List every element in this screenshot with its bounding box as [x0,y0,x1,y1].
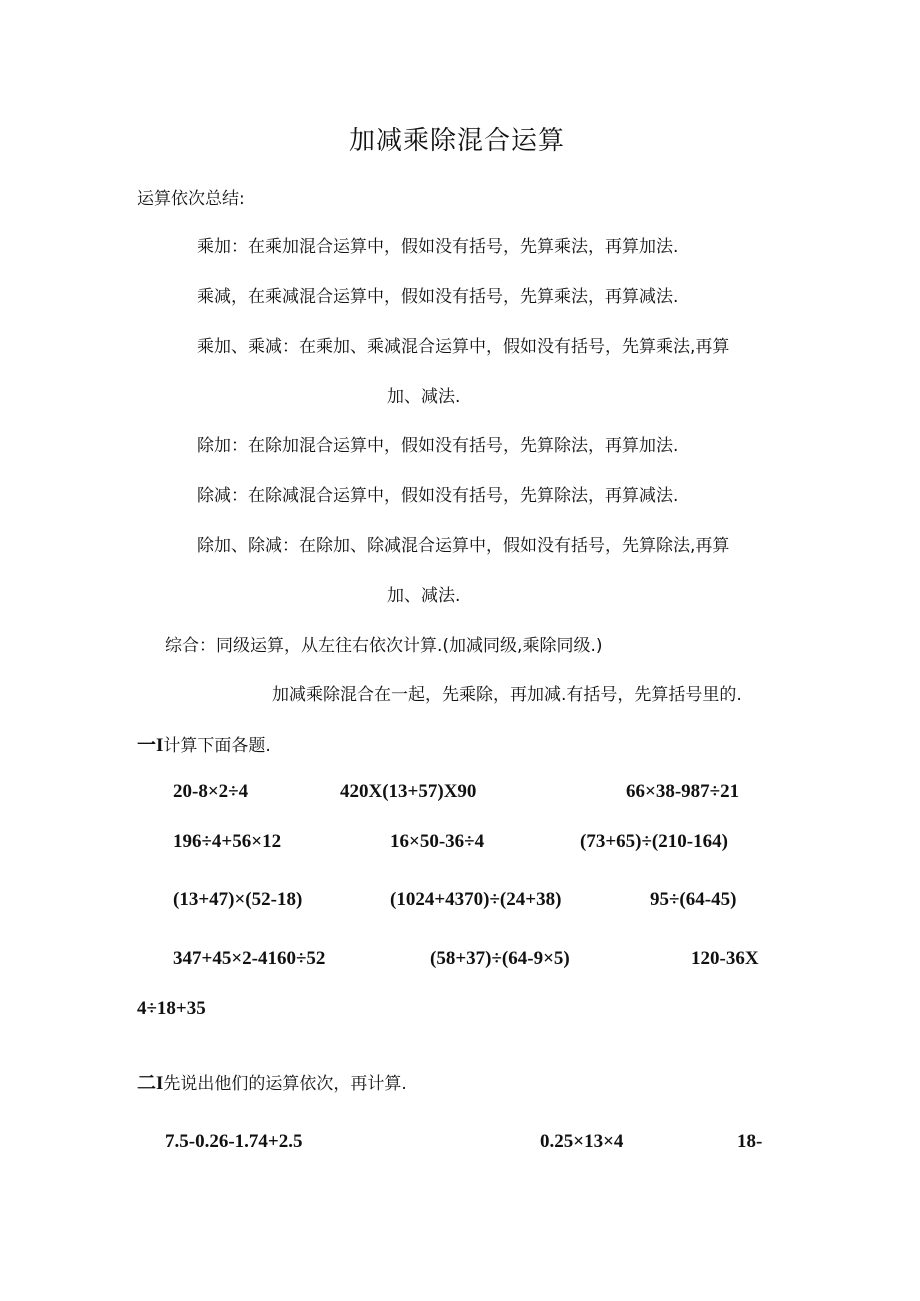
problem-8: (1024+4370)÷(24+38) [390,889,562,910]
problem-10: 347+45×2-4160÷52 [173,948,326,969]
problem-1: 20-8×2÷4 [173,781,249,802]
problem-7: (13+47)×(52-18) [173,889,303,910]
rule-multiply-subtract: 乘减，在乘减混合运算中，假如没有括号，先算乘法，再算减法. [197,287,679,307]
problem-s2-2: 0.25×13×4 [540,1131,624,1152]
synthesis-rule-2: 加减乘除混合在一起，先乘除，再加减.有括号，先算括号里的. [272,685,742,705]
problem-s2-3: 18- [737,1131,763,1152]
rule-divide-add-subtract-cont: 加、减法. [387,586,461,606]
problem-s2-1: 7.5-0.26-1.74+2.5 [165,1131,303,1152]
section1-marker: 一I [137,735,164,756]
section2-marker: 二I [137,1073,164,1094]
rule-multiply-add: 乘加：在乘加混合运算中，假如没有括号，先算乘法，再算加法. [197,237,679,257]
section1-heading [137,730,271,757]
section2-heading [137,1068,407,1095]
rule-multiply-add-subtract: 乘加、乘减：在乘加、乘减混合运算中，假如没有括号，先算乘法,再算 [197,337,730,357]
summary-heading: 运算依次总结: [137,189,245,209]
synthesis-rule: 综合：同级运算，从左往右依次计算.(加减同级,乘除同级.) [165,636,603,656]
rule-divide-add-subtract: 除加、除减：在除加、除减混合运算中，假如没有括号，先算除法,再算 [197,536,730,556]
problem-3: 66×38-987÷21 [626,781,740,802]
problem-12-cont: 4÷18+35 [137,998,206,1019]
rule-multiply-add-subtract-cont: 加、减法. [387,387,461,407]
rule-divide-add: 除加：在除加混合运算中，假如没有括号，先算除法，再算加法. [197,436,679,456]
problem-6: (73+65)÷(210-164) [580,831,728,852]
page-title: 加减乘除混合运算 [349,126,566,156]
problem-2: 420X(13+57)X90 [340,781,477,802]
section2-title: 先说出他们的运算依次，再计算. [163,1074,407,1094]
problem-5: 16×50-36÷4 [390,831,485,852]
problem-4: 196÷4+56×12 [173,831,282,852]
problem-12: 120-36X [691,948,759,969]
rule-divide-subtract: 除减：在除减混合运算中，假如没有括号，先算除法，再算减法. [197,486,679,506]
section1-title: 计算下面各题. [163,736,271,756]
problem-9: 95÷(64-45) [650,889,737,910]
problem-11: (58+37)÷(64-9×5) [430,948,570,969]
